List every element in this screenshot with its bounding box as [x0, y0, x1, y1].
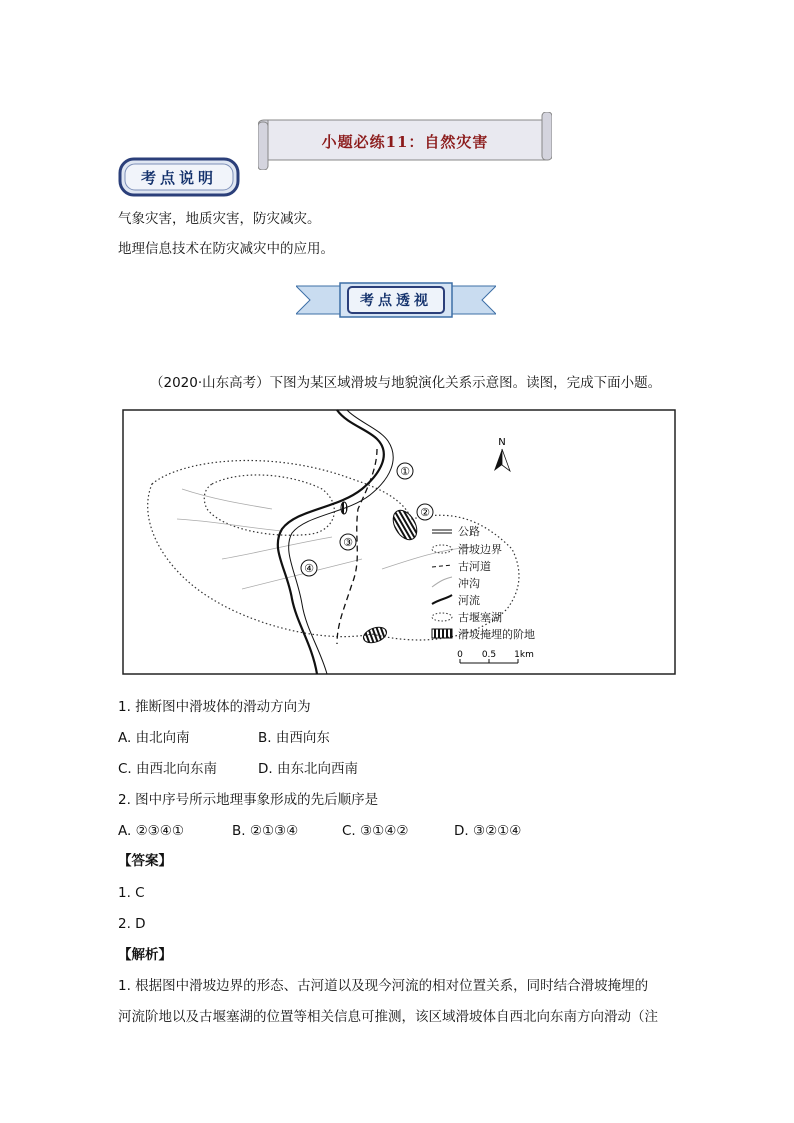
legend-channel: 古河道 [458, 560, 491, 573]
landslide-map-graphic [122, 409, 676, 675]
badge-news [296, 282, 496, 318]
q1-option-b: B. 由西向东 [258, 730, 330, 746]
north-label: N [498, 437, 506, 448]
analysis-line-2: 河流阶地以及古堰塞湖的位置等相关信息可推测，该区域滑坡体自西北向东南方向滑动（注 [118, 1009, 658, 1025]
terrace-3 [341, 502, 347, 514]
legend-gully: 冲沟 [458, 577, 480, 590]
q2-option-a: A. ②③④① [118, 823, 184, 839]
explain-line-2: 地理信息技术在防灾减灾中的应用。 [118, 241, 334, 257]
answer-heading: 【答案】 [118, 853, 172, 869]
q1-option-d: D. 由东北向西南 [258, 761, 358, 777]
legend-terrace: 滑坡掩埋的阶地 [458, 628, 535, 641]
title-banner [258, 112, 552, 170]
landslide-map [122, 409, 676, 675]
page-title: 小题必练11：自然灾害 [321, 132, 489, 151]
badge-explain [118, 157, 240, 197]
explain-line-1: 气象灾害，地质灾害，防灾减灾。 [118, 211, 321, 227]
legend-boundary: 滑坡边界 [458, 543, 502, 556]
marker-2: ② [420, 506, 430, 519]
legend-river: 河流 [458, 594, 480, 607]
q1-stem: 1. 推断图中滑坡体的滑动方向为 [118, 699, 311, 715]
answer-2: 2. D [118, 916, 146, 932]
marker-3: ③ [343, 536, 353, 549]
intro-text: （2020·山东高考）下图为某区域滑坡与地貌演化关系示意图。读图，完成下面小题。 [150, 375, 662, 391]
scale-05: 0.5 [481, 650, 497, 660]
q1-option-a: A. 由北向南 [118, 730, 190, 746]
legend-lake: 古堰塞湖 [458, 611, 502, 624]
scale-1km: 1km [514, 650, 534, 660]
badge-news-label: 考点透视 [360, 293, 432, 309]
analysis-line-1: 1. 根据图中滑坡边界的形态、古河道以及现今河流的相对位置关系，同时结合滑坡掩埋的 [118, 978, 649, 994]
q2-option-d: D. ③②①④ [454, 823, 522, 839]
marker-4: ④ [304, 562, 314, 575]
marker-1: ① [400, 465, 410, 478]
answer-1: 1. C [118, 885, 145, 901]
q2-stem: 2. 图中序号所示地理事象形成的先后顺序是 [118, 792, 379, 808]
q1-option-c: C. 由西北向东南 [118, 761, 218, 777]
scale-0: 0 [457, 650, 463, 660]
legend-road: 公路 [458, 525, 480, 538]
badge-explain-label: 考点说明 [140, 168, 217, 187]
q2-option-c: C. ③①④② [342, 823, 409, 839]
analysis-heading: 【解析】 [118, 947, 172, 963]
q2-option-b: B. ②①③④ [232, 823, 299, 839]
